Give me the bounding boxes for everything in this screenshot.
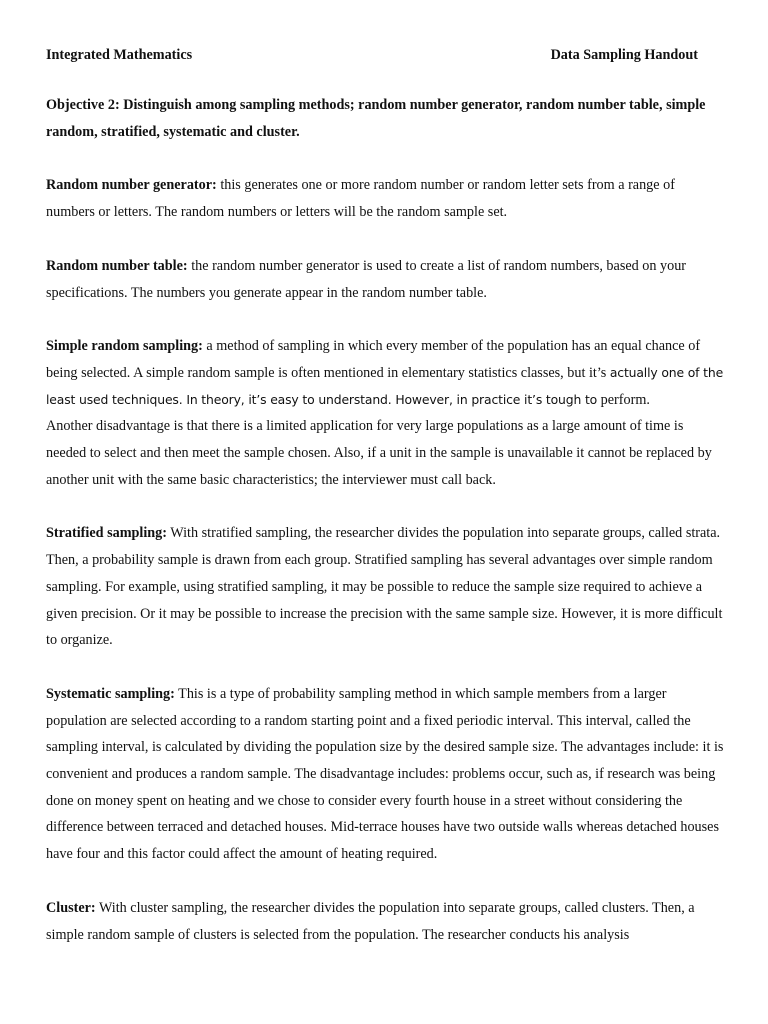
term-label: Stratified sampling:	[46, 525, 167, 542]
term-label: Cluster:	[46, 899, 96, 916]
definition-text: a method of sampling in which every member of the population has an equal chance of being selected. A simple random sample is often mentioned in elementary statistics classes, but it’s	[46, 338, 701, 381]
definition-text: With stratified sampling, the researcher divides the population into separate groups, called strata. Then, a probability sample is drawn from each group. Stratified sampling has several advantages over simple random sampling. For example, using stratified sampling, it may be possible to reduce the sample size required to achieve a given precision. Or it may be possible to increase the precision with the same sample size. However, it is more difficult to organize.	[46, 525, 723, 649]
section-simple-random-sampling	[46, 333, 726, 413]
definition-text: the random number generator is used to create a list of random numbers, based on your specifications. The numbers you generate appear in the random number table.	[46, 257, 687, 301]
section-random-number-table	[46, 253, 726, 306]
definition-text-inserted: actually one of the least used techniques. In theory, it’s easy to understand. However, in practice it’s tough to	[46, 364, 724, 407]
term-label: Simple random sampling:	[46, 338, 203, 355]
definition-text: this generates one or more random number or random letter sets from a range of numbers or letters. The random numbers or letters will be the random sample set.	[46, 177, 675, 221]
term-label: Random number generator:	[46, 177, 217, 194]
term-label: Random number table:	[46, 257, 188, 274]
course-title: Integrated Mathematics	[46, 47, 193, 63]
definition-text: This is a type of probability sampling method in which sample members from a larger population are selected according to a random starting point and a fixed periodic interval. This interval, called the sampling interval, is calculated by dividing the population size by the desired sample size. The advantages include: it is convenient and produces a random sample. The disadvantage includes: problems occur, such as, if research was being done on money spent on heating and we chose to consider every fourth house in a street without considering the difference between terraced and detached houses. Mid-terrace houses have two outside walls whereas detached houses have four and this factor could affect the amount of heating required.	[46, 685, 724, 863]
definition-text-end: perform.	[597, 391, 650, 408]
page-header	[46, 46, 726, 64]
section-random-number-generator	[46, 172, 726, 225]
section-systematic-sampling	[46, 681, 726, 868]
section-cluster-sampling	[46, 895, 726, 948]
term-label: Systematic sampling:	[46, 685, 175, 702]
section-simple-random-disadvantage: Another disadvantage is that there is a limited application for very large populations as a large amount of time is needed to select and then meet the sample chosen. Also, if a unit in the sample is unavailable it cannot be replaced by another unit with the same basic characteristics; the interviewer must call back.	[46, 418, 712, 488]
objective-statement: Objective 2: Distinguish among sampling methods; random number generator, random number table, simple random, stratified, systematic and cluster.	[46, 97, 706, 140]
handout-title: Data Sampling Handout	[550, 47, 698, 63]
definition-text: With cluster sampling, the researcher divides the population into separate groups, called clusters. Then, a simple random sample of clusters is selected from the population. The researcher conducts his analysis	[46, 899, 695, 943]
section-stratified-sampling	[46, 520, 726, 654]
